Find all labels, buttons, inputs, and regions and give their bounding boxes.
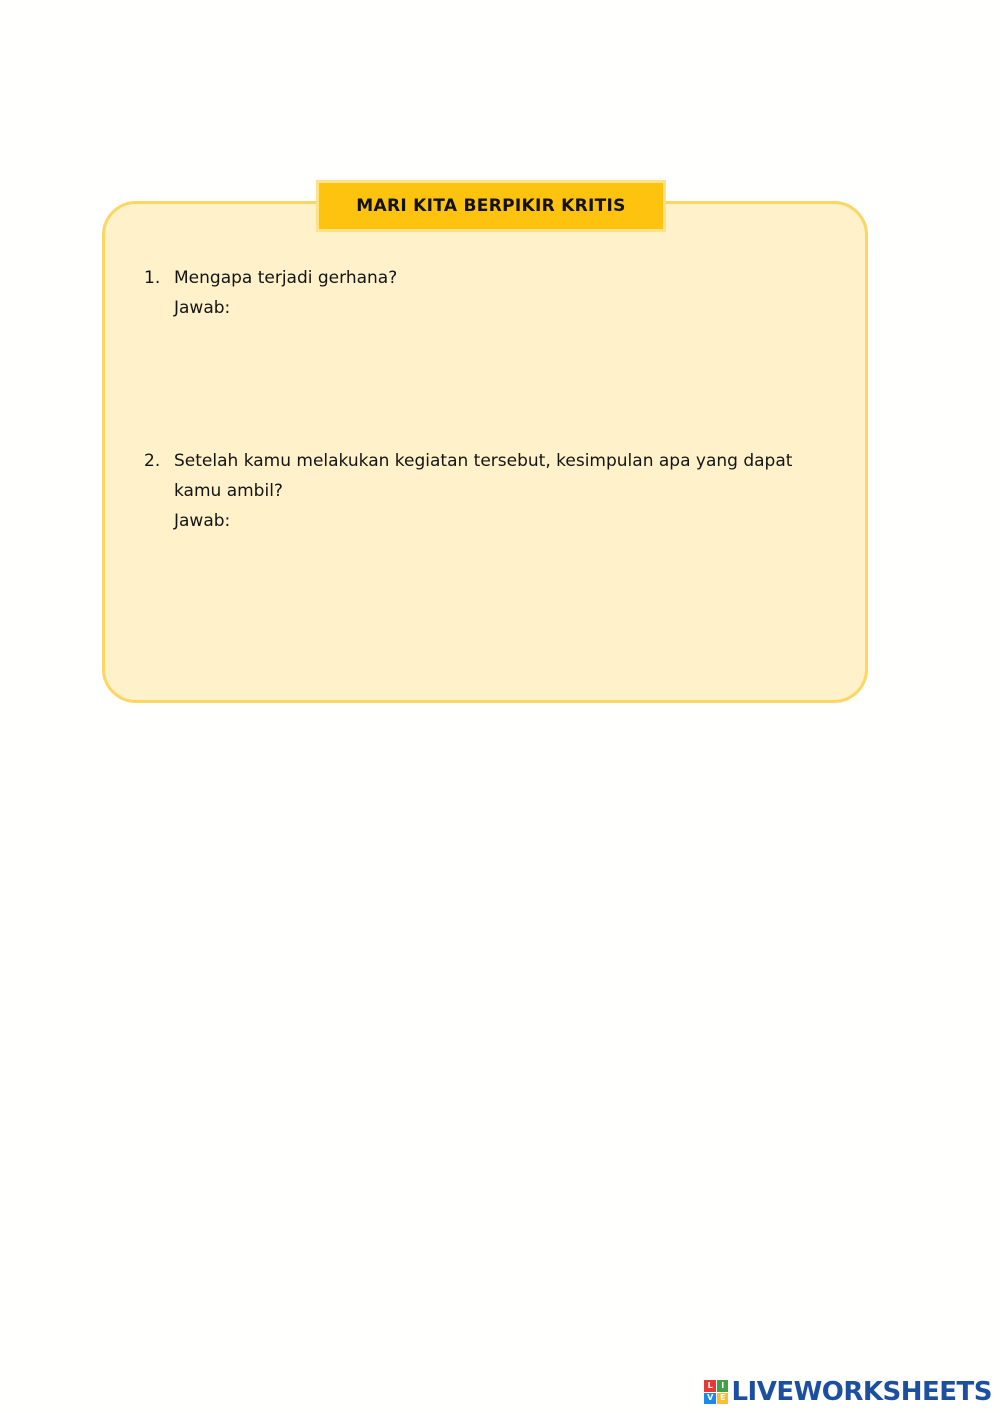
question-text-continued: kamu ambil? — [174, 481, 283, 501]
answer-area-1[interactable] — [174, 325, 834, 415]
liveworksheets-brand-text: LIVEWORKSHEETS — [731, 1377, 992, 1407]
answer-label: Jawab: — [174, 298, 231, 318]
question-body — [174, 263, 844, 323]
question-body — [174, 446, 844, 536]
liveworksheets-logo — [704, 1379, 992, 1405]
card-title — [316, 180, 666, 232]
logo-letter-e: E — [717, 1393, 729, 1405]
question-number: 1. — [144, 268, 161, 288]
question-number: 2. — [144, 451, 161, 471]
answer-label: Jawab: — [174, 511, 231, 531]
logo-letter-v: V — [704, 1393, 716, 1405]
answer-area-2[interactable] — [174, 538, 834, 628]
question-text: Mengapa terjadi gerhana? — [174, 268, 398, 288]
logo-letter-l: L — [704, 1380, 716, 1392]
logo-letter-i: I — [717, 1380, 729, 1392]
liveworksheets-icon — [704, 1380, 728, 1404]
card-title-text: MARI KITA BERPIKIR KRITIS — [356, 196, 626, 216]
question-text: Setelah kamu melakukan kegiatan tersebut, kesimpulan apa yang dapat — [174, 451, 793, 471]
